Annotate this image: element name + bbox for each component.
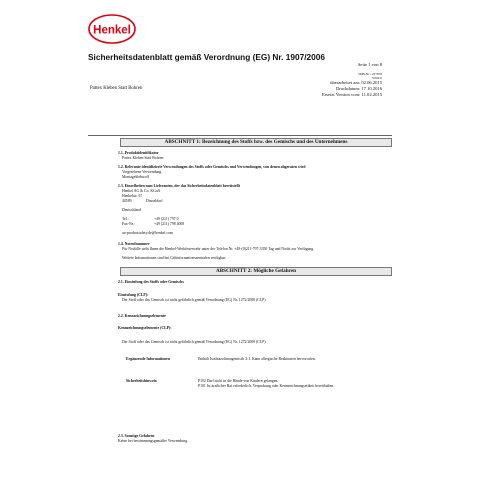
page-number: Seite 1 von 8 xyxy=(357,62,382,67)
s2-3-text: Keine bei bestimmungsgemäßer Verwendung. xyxy=(118,439,188,443)
version-code: V002.0 xyxy=(371,76,382,80)
s1-2-line1: Vorgesehene Verwendung xyxy=(122,170,162,174)
clp-text: Der Stoff oder das Gemisch ist nicht gefährlich gemäß Verordnung (EG) Nr. 1272/2008 (CLP). xyxy=(122,298,267,302)
print-date: Druckdatum: 17.10.2016 xyxy=(335,86,382,91)
supplementary-label: Ergänzende Informationen xyxy=(126,357,170,361)
supplier-country: Deutschland xyxy=(122,208,141,212)
document-title: Sicherheitsdatenblatt gemäß Verordnung (EG) Nr. 1907/2006 xyxy=(88,52,325,62)
s1-3-heading: 1.3. Einzelheiten zum Lieferanten, der das Sicherheitsdatenblatt bereitstellt xyxy=(118,184,240,188)
section-2-heading: ABSCHNITT 2: Mögliche Gefahren xyxy=(120,267,392,276)
fax-number: +49 (211) 798 4008 xyxy=(154,222,185,226)
supplier-street: Henkelstr. 67 xyxy=(122,194,143,198)
s2-1-heading: 2.1. Einstufung des Stoffs oder Gemischs xyxy=(118,280,184,284)
s2-2-subheading: Kennzeichnungselemente (CLP): xyxy=(118,326,172,330)
header-meta xyxy=(322,62,382,98)
header-divider xyxy=(88,135,392,136)
fax-label: Fax-Nr.: xyxy=(122,222,135,226)
product-name: Pattex Kleben Statt Bohren xyxy=(90,86,143,91)
supplementary-text: Enthält Isothiazolinongemisch 3:1. Kann allergische Reaktionen hervorrufen. xyxy=(198,357,316,361)
p102-text: P102 Darf nicht in die Hände von Kindern gelangen. xyxy=(198,379,279,383)
supplier-city: Düsseldorf xyxy=(146,199,163,203)
tel-label: Tel.: xyxy=(122,217,129,221)
p101-text: P101 Ist ärztlicher Rat erforderlich, Verpackung oder Kennzeichnungsetikett bereithalten. xyxy=(198,384,335,388)
s1-4-heading: 1.4. Notrufnummer xyxy=(118,242,150,246)
henkel-logo-text: Henkel xyxy=(93,24,131,37)
s1-4-text: Für Notfälle steht Ihnen die Henkel-Werkfeuerwehr unter der Telefon Nr. +49-(0)211-797-3350 Tag und Nacht zur Verfügung. xyxy=(122,247,315,251)
s1-1-text: Pattex Kleben Statt Bohren xyxy=(122,156,164,160)
s1-2-line2: Montageklebstoff xyxy=(122,175,149,179)
henkel-logo xyxy=(88,14,136,44)
s2-3-heading: 2.3. Sonstige Gefahren xyxy=(118,434,155,438)
supplier-email[interactable]: ua-productsafety.de@henkel.com xyxy=(122,231,173,235)
s2-2-heading: 2.2. Kennzeichnungselemente xyxy=(118,314,166,318)
tel-number: +49 (211) 797 0 xyxy=(154,217,179,221)
section-1-heading: ABSCHNITT 1: Bezeichnung des Stoffs bzw. des Gemischs und des Unternehmens xyxy=(120,138,392,147)
safety-label: Sicherheitshinweis: xyxy=(126,379,158,383)
s2-2-text: Der Stoff oder das Gemisch ist nicht gefährlich gemäß Verordnung (EG) Nr. 1272/2008 (CLP). xyxy=(122,340,267,344)
clp-label: Einstufung (CLP): xyxy=(118,293,149,297)
s1-1-heading: 1.1. Produktidentifikator xyxy=(118,151,159,155)
supplier-company: Henkel AG & Co. KGaA xyxy=(122,189,161,193)
s1-4-more: Weitere Informationen sind bei Giftinformationszentralen verfügbar. xyxy=(122,256,227,260)
revised-date: überarbeitet am: 02.06.2015 xyxy=(330,80,382,86)
s1-2-heading: 1.2. Relevante identifizierte Verwendungen des Stoffs oder Gemischs und Verwendungen, von denen abgeraten wird xyxy=(118,165,306,169)
supplier-zip: 40589 xyxy=(122,199,132,203)
sdb-number: SDB-Nr.: 237976 xyxy=(358,71,382,76)
replaces-version: Ersetzt Version vom: 11.02.2015 xyxy=(321,91,382,97)
